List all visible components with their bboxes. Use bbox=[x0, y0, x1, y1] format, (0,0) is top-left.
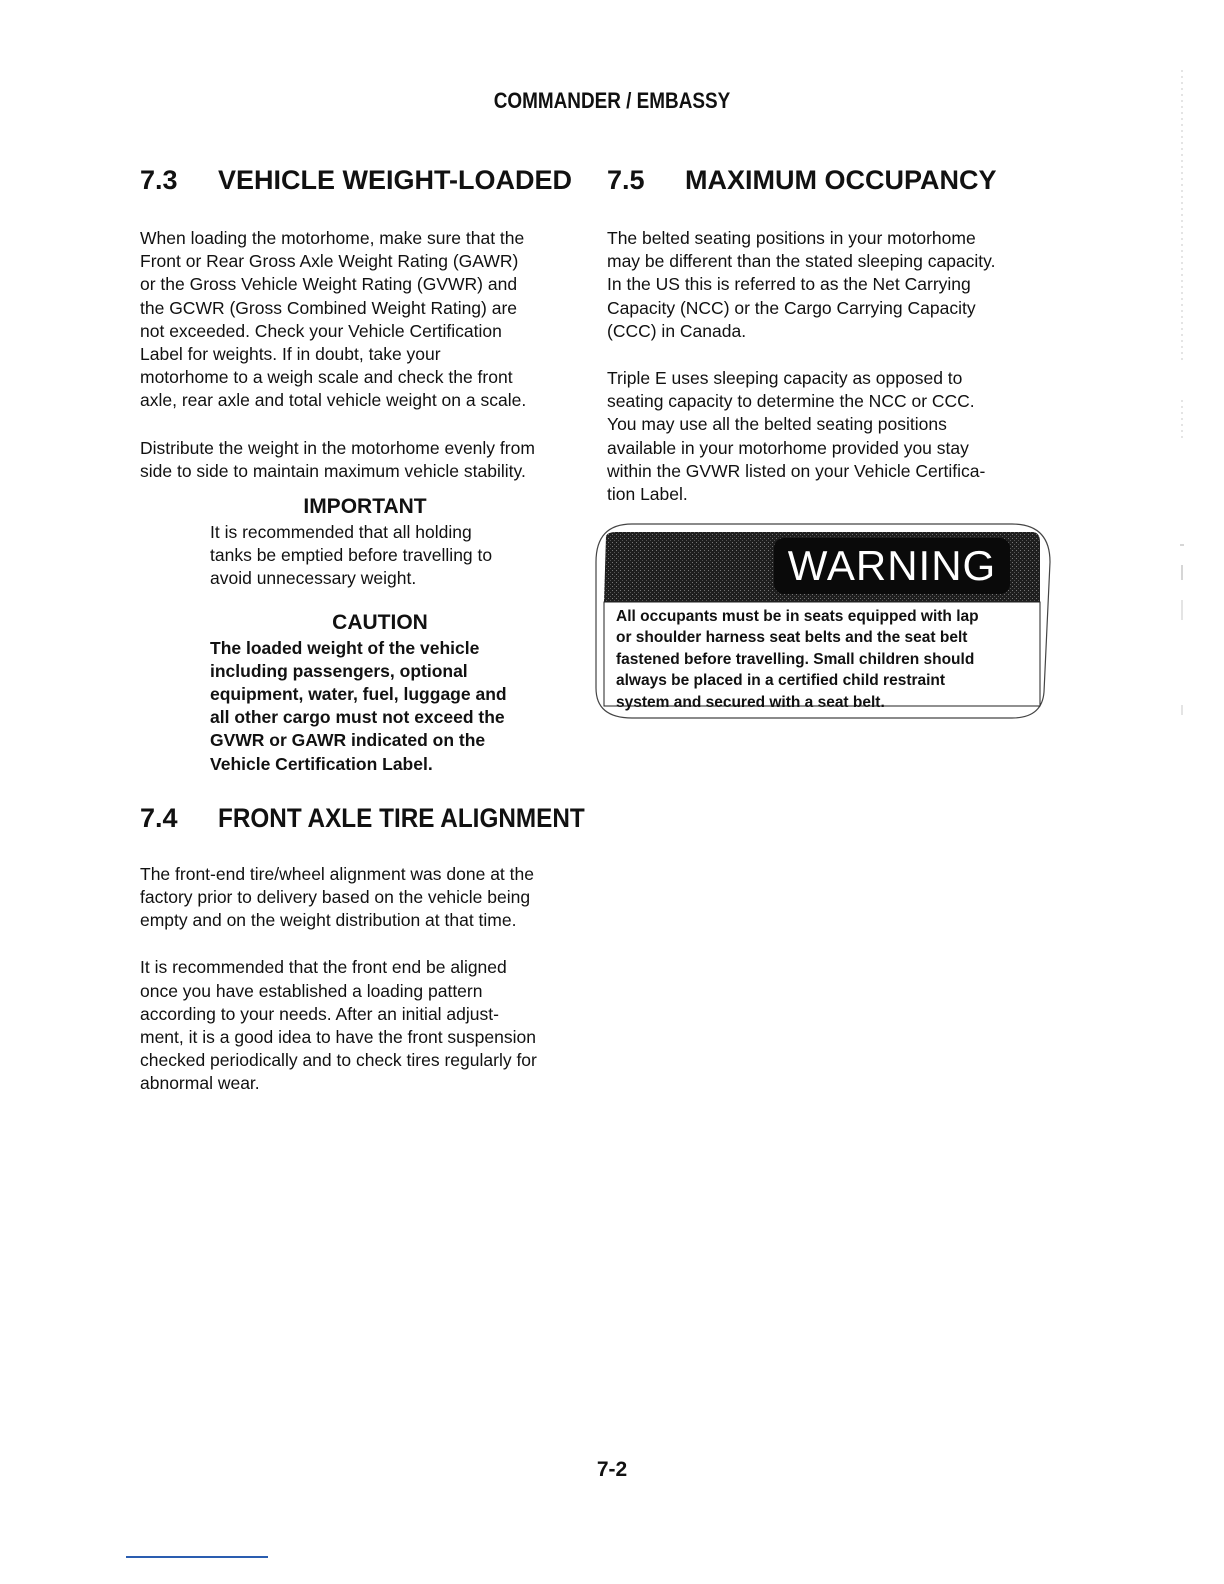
page-number: 7-2 bbox=[596, 1458, 628, 1481]
caution-text: The loaded weight of the vehicle including passengers, optional equipment, water, fuel, luggage and all other cargo must not exceed the GVWR or GAWR indicated on the Vehicle Certification Label. bbox=[210, 637, 507, 774]
section-7-5-heading bbox=[607, 160, 1052, 200]
page-header: COMMANDER / EMBASSY bbox=[493, 88, 731, 113]
tire-alignment-paragraph-1: The front-end tire/wheel alignment was done at the factory prior to delivery based on the vehicle being empty and on the weight distribution at that time. bbox=[140, 863, 534, 931]
left-column bbox=[140, 160, 590, 1096]
occupancy-paragraph-2: Triple E uses sleeping capacity as opposed to seating capacity to determine the NCC or CCC. You may use all the belted seating positions available in your motorhome provided you stay within the GVWR listed on your Vehicle Certifica- tion Label. bbox=[607, 368, 986, 505]
important-heading: IMPORTANT bbox=[303, 495, 427, 519]
caution-notice bbox=[210, 611, 550, 776]
caution-heading: CAUTION bbox=[332, 610, 428, 634]
section-7-3-heading bbox=[140, 160, 590, 200]
important-text: It is recommended that all holding tanks be emptied before travelling to avoid unnecessary weight. bbox=[210, 522, 493, 589]
section-number: 7.4 bbox=[140, 802, 178, 833]
margin-scan-marks bbox=[1178, 60, 1186, 760]
warning-text: All occupants must be in seats equipped with lap or shoulder harness seat belts and the seat belt fastened before travelling. Small children should always be placed in a certified child restraint system and secured with a seat belt. bbox=[616, 608, 979, 711]
important-notice bbox=[210, 495, 520, 591]
section-7-4-heading bbox=[140, 798, 590, 838]
bottom-rule bbox=[126, 1556, 268, 1558]
vehicle-weight-paragraph-1: When loading the motorhome, make sure that the Front or Rear Gross Axle Weight Rating (GAWR) or the Gross Vehicle Weight Rating (GVWR) and the GCWR (Gross Combined Weight Rating) are not exceeded. Check your Vehicle Certification Label for weights. If in doubt, take your motorhome to a weigh scale and check the front axle, rear axle and total vehicle weight on a scale. bbox=[140, 228, 527, 411]
section-title: VEHICLE WEIGHT-LOADED bbox=[218, 165, 573, 195]
section-number: 7.5 bbox=[607, 165, 645, 195]
warning-heading: WARNING bbox=[787, 542, 997, 589]
section-number: 7.3 bbox=[140, 165, 178, 195]
section-title: MAXIMUM OCCUPANCY bbox=[685, 165, 997, 195]
warning-label bbox=[592, 522, 1052, 722]
tire-alignment-paragraph-2: It is recommended that the front end be aligned once you have established a loading pattern according to your needs. After an initial adjust- ment, it is a good idea to have the front suspension checked periodically and to check tires regularly for abnormal wear. bbox=[140, 957, 537, 1094]
section-title: FRONT AXLE TIRE ALIGNMENT bbox=[218, 802, 585, 833]
right-column bbox=[607, 160, 1052, 506]
vehicle-weight-paragraph-2: Distribute the weight in the motorhome evenly from side to side to maintain maximum vehicle stability. bbox=[140, 437, 535, 481]
occupancy-paragraph-1: The belted seating positions in your motorhome may be different than the stated sleeping capacity. In the US this is referred to as the Net Carrying Capacity (NCC) or the Cargo Carrying Capacity (CCC) in Canada. bbox=[607, 228, 996, 341]
